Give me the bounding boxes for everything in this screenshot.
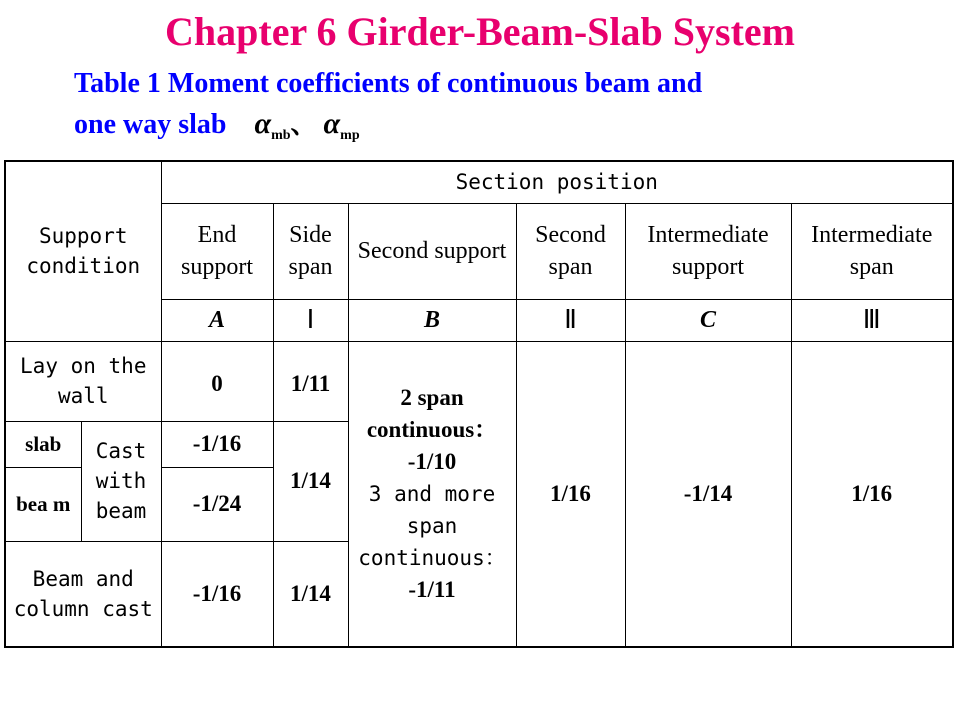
col-header-second-span: Second span: [516, 203, 625, 299]
row-label-slab: slab: [5, 421, 81, 467]
alpha-symbol: α: [323, 107, 341, 140]
second-support-line: 3 and more: [368, 481, 496, 506]
col-header-intermediate-support: Intermediate support: [625, 203, 791, 299]
second-support-value-3-span: -1/11: [408, 576, 456, 602]
cell-lay-on-wall-A: 0: [161, 341, 273, 421]
second-support-line: continuous：: [358, 545, 506, 570]
cell-beam-A: -1/24: [161, 467, 273, 541]
col-header-end-support: End support: [161, 203, 273, 299]
col-header-side-span: Side span: [273, 203, 348, 299]
cell-lay-on-wall-I: 1/11: [273, 341, 348, 421]
caption-line-2: one way slab: [74, 109, 227, 140]
second-support-line: span: [406, 513, 458, 538]
second-support-line: continuous：: [366, 416, 498, 442]
section-position-header: Section position: [161, 161, 953, 203]
row-label-lay-on-wall: Lay on the wall: [5, 341, 161, 421]
row-label-cast-with-beam: Cast with beam: [81, 421, 161, 541]
col-header-intermediate-span: Intermediate span: [791, 203, 953, 299]
symbol-I: Ⅰ: [273, 299, 348, 341]
cell-intermediate-support: -1/14: [625, 341, 791, 647]
symbol-II: Ⅱ: [516, 299, 625, 341]
row-label-beam-column-cast: Beam and column cast: [5, 541, 161, 647]
table-caption: [74, 64, 834, 156]
support-condition-header: Support condition: [5, 161, 161, 341]
symbol-C: C: [625, 299, 791, 341]
subscript-mp: mp: [340, 128, 360, 143]
symbol-A: A: [161, 299, 273, 341]
row-label-beam: bea m: [5, 467, 81, 541]
subscript-mb: mb: [271, 128, 291, 143]
cell-second-support-values: [348, 341, 516, 647]
cell-intermediate-span: 1/16: [791, 341, 953, 647]
col-header-second-support: Second support: [348, 203, 516, 299]
second-support-value-2-span: -1/10: [407, 448, 457, 474]
cell-beam-column-cast-A: -1/16: [161, 541, 273, 647]
caption-line-1: Table 1 Moment coefficients of continuous beam and: [74, 68, 703, 99]
moment-coefficient-table: [4, 160, 954, 648]
chapter-title: Chapter 6 Girder-Beam-Slab System: [165, 9, 795, 54]
cell-second-span: 1/16: [516, 341, 625, 647]
alpha-symbol: α: [254, 107, 272, 140]
cell-beam-column-cast-I: 1/14: [273, 541, 348, 647]
cell-slab-A: -1/16: [161, 421, 273, 467]
symbol-III: Ⅲ: [791, 299, 953, 341]
symbol-B: B: [348, 299, 516, 341]
cell-cast-with-beam-I: 1/14: [273, 421, 348, 541]
second-support-line: 2 span: [400, 384, 464, 410]
separator: 、: [290, 110, 317, 139]
